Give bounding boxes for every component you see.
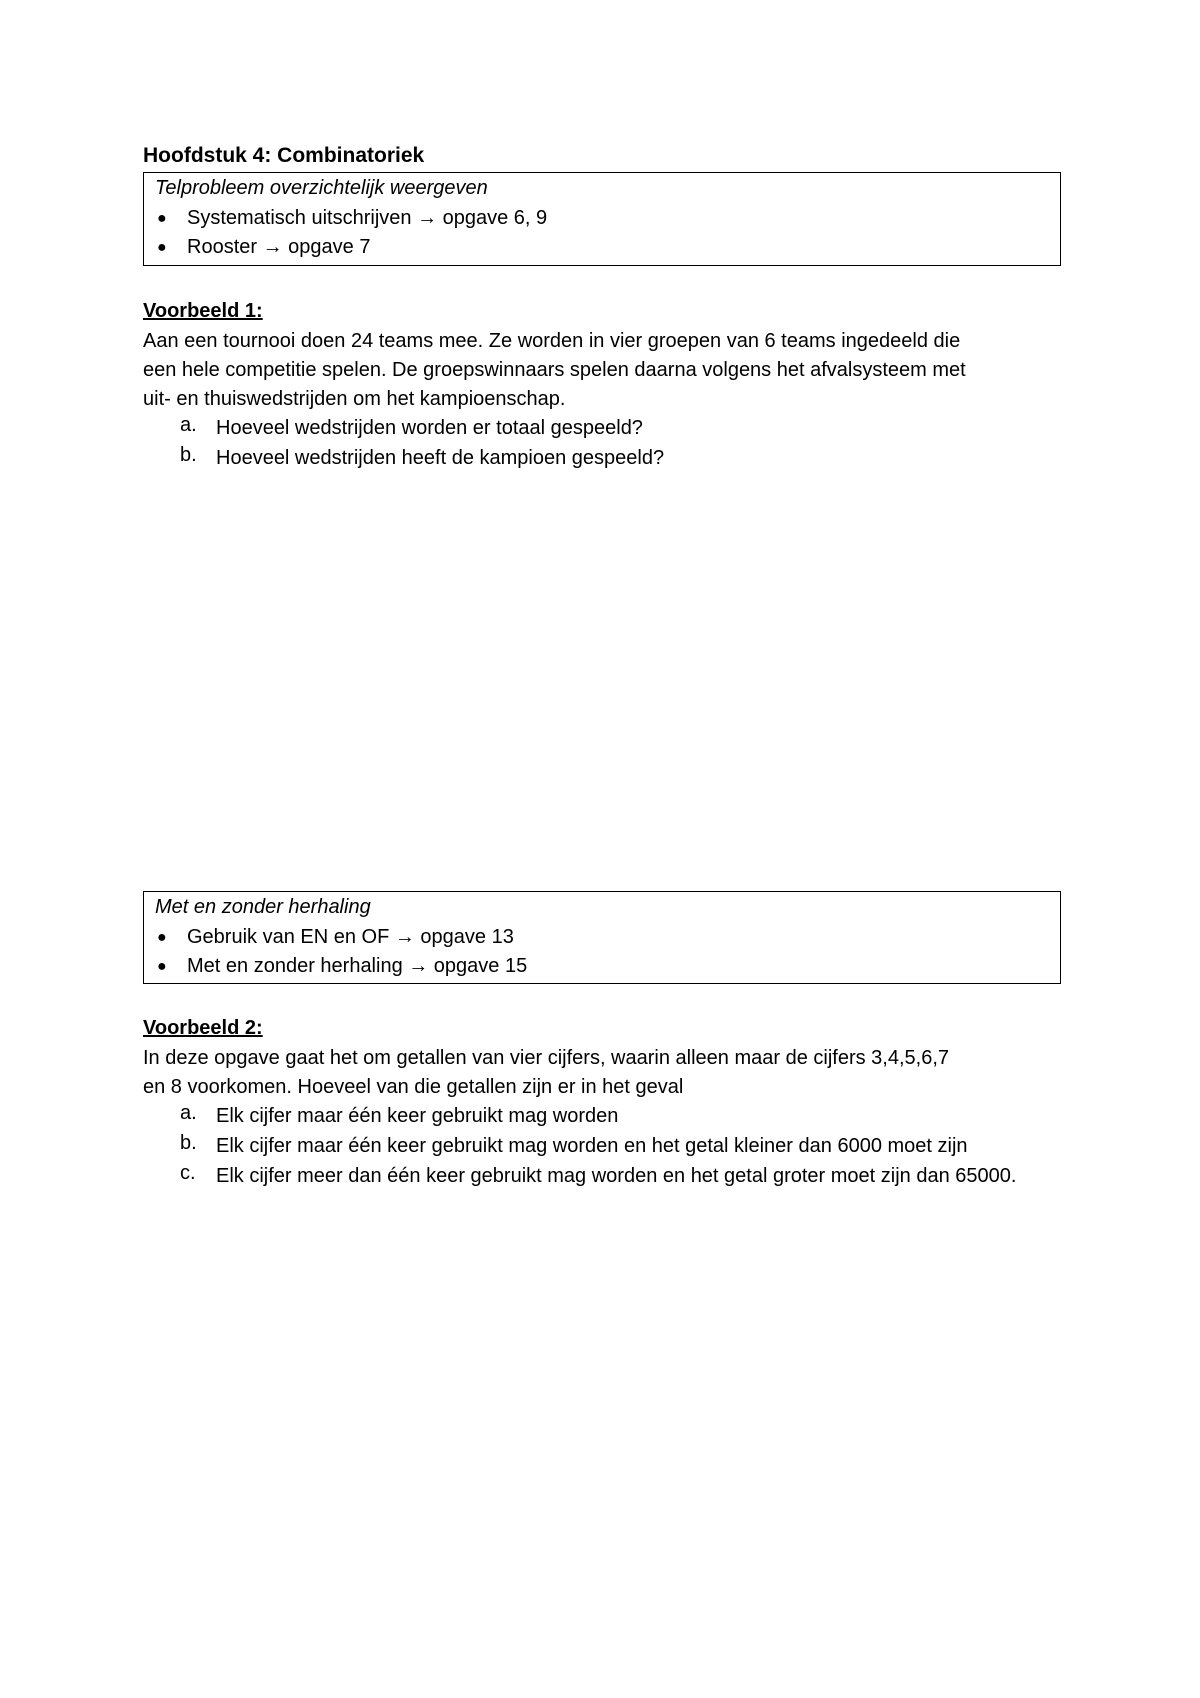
question-item xyxy=(180,1132,1076,1161)
example-2-heading: Voorbeeld 2: xyxy=(143,1017,263,1039)
bullet-text: Gebruik van EN en OF → opgave 13 xyxy=(187,926,514,948)
paragraph-line: uit- en thuiswedstrijden om het kampioenschap. xyxy=(143,388,566,410)
question-marker: a. xyxy=(180,1102,197,1124)
question-item xyxy=(180,444,1076,473)
question-marker: a. xyxy=(180,414,197,436)
question-marker: b. xyxy=(180,1132,197,1154)
question-text: Elk cijfer meer dan één keer gebruikt mag worden en het getal groter moet zijn dan 65000. xyxy=(216,1165,1017,1187)
bullet-icon: ● xyxy=(157,957,167,975)
paragraph-line: en 8 voorkomen. Hoeveel van die getallen zijn er in het geval xyxy=(143,1076,684,1098)
bullet-icon: ● xyxy=(157,209,167,227)
bullet-item xyxy=(155,207,547,230)
bullet-item xyxy=(155,955,527,978)
paragraph-line: Aan een tournooi doen 24 teams mee. Ze worden in vier groepen van 6 teams ingedeeld die xyxy=(143,330,961,352)
question-item xyxy=(180,414,1076,443)
bullet-icon: ● xyxy=(157,928,167,946)
example-1-text xyxy=(143,327,1073,414)
box-title: Telprobleem overzichtelijk weergeven xyxy=(155,177,488,199)
question-text: Hoeveel wedstrijden worden er totaal gespeeld? xyxy=(216,417,643,439)
paragraph-line: een hele competitie spelen. De groepswinnaars spelen daarna volgens het afvalsysteem met xyxy=(143,359,966,381)
bullet-icon: ● xyxy=(157,238,167,256)
paragraph-line: In deze opgave gaat het om getallen van vier cijfers, waarin alleen maar de cijfers 3,4,5,6,7 xyxy=(143,1047,950,1069)
bullet-text: Met en zonder herhaling → opgave 15 xyxy=(187,955,528,977)
example-2-text xyxy=(143,1044,1073,1102)
question-marker: b. xyxy=(180,444,197,466)
bullet-item xyxy=(155,926,514,949)
chapter-title: Hoofdstuk 4: Combinatoriek xyxy=(143,144,425,167)
question-marker: c. xyxy=(180,1162,196,1184)
bullet-text: Rooster → opgave 7 xyxy=(187,236,371,258)
question-item xyxy=(180,1102,1076,1131)
question-text: Elk cijfer maar één keer gebruikt mag worden en het getal kleiner dan 6000 moet zijn xyxy=(216,1135,968,1157)
question-item xyxy=(180,1162,1076,1191)
question-text: Hoeveel wedstrijden heeft de kampioen gespeeld? xyxy=(216,447,665,469)
example-1-heading: Voorbeeld 1: xyxy=(143,300,263,322)
bullet-text: Systematisch uitschrijven → opgave 6, 9 xyxy=(187,207,548,229)
info-box-repetition xyxy=(143,891,1061,984)
info-box-counting xyxy=(143,172,1061,266)
question-text: Elk cijfer maar één keer gebruikt mag worden xyxy=(216,1105,619,1127)
box-title: Met en zonder herhaling xyxy=(155,896,371,918)
bullet-item xyxy=(155,236,370,259)
